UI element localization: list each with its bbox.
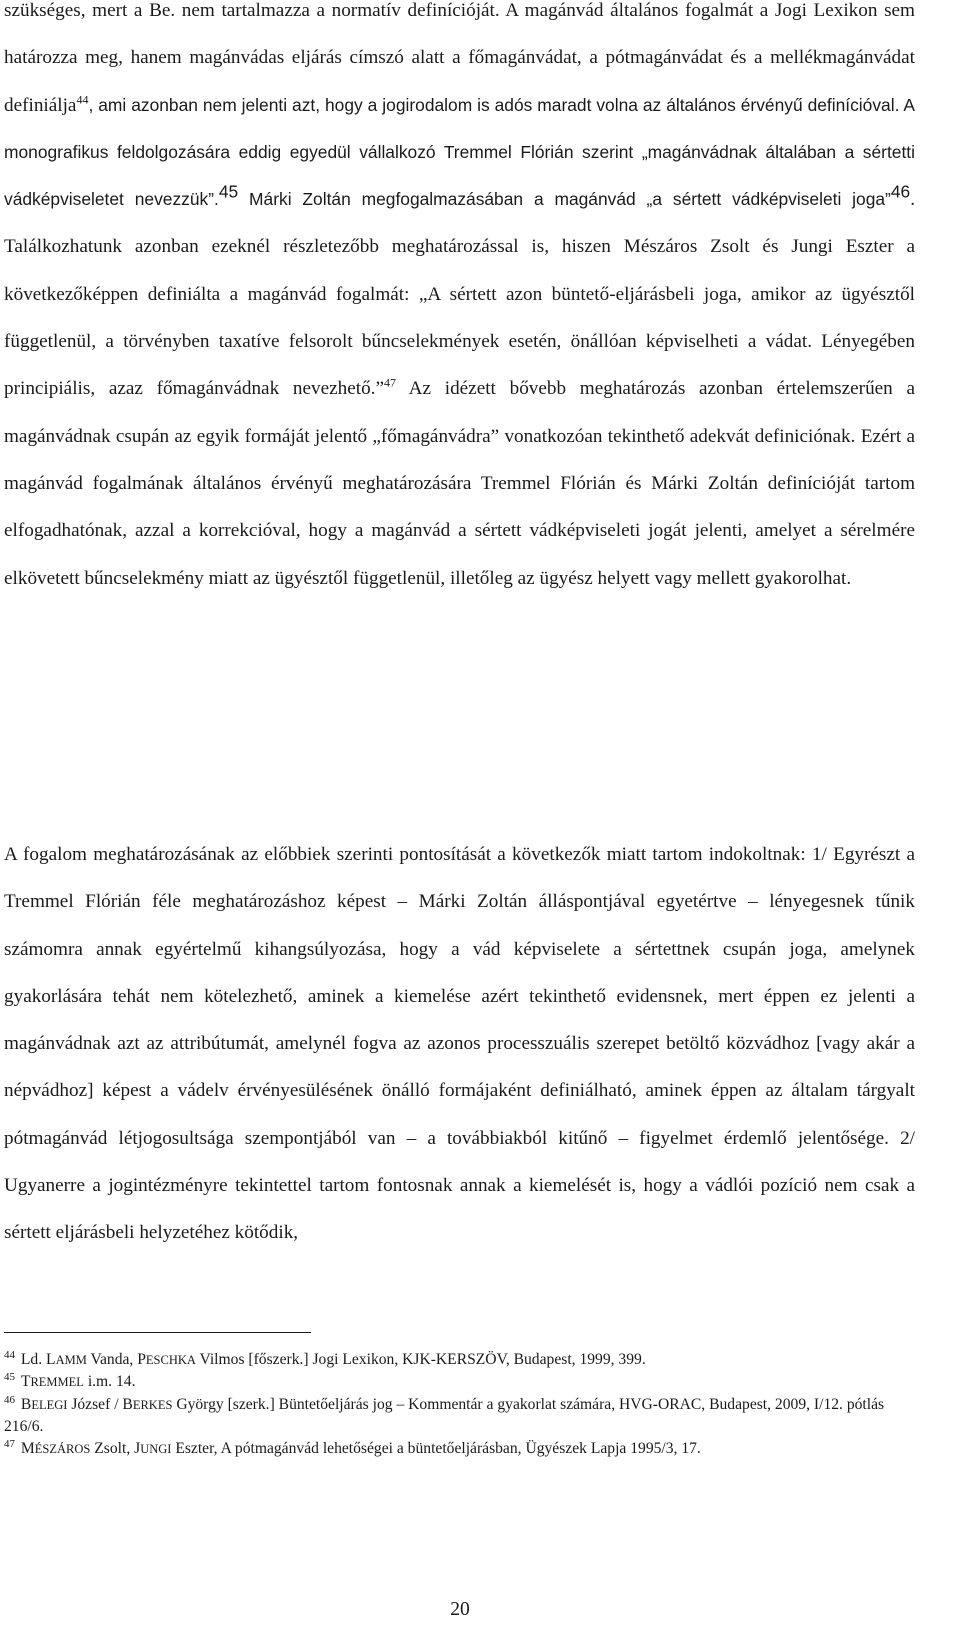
footnote-text: BELEGI József / BERKES György [szerk.] Büntetőeljárás jog – Kommentár a gyakorlat számára, HVG-ORAC, Budapest, 2009, I/12. pótlás 216/6. xyxy=(4,1395,885,1435)
footnote-45 xyxy=(4,1371,915,1393)
paragraph-1-text-a: szükséges, mert a Be. nem tartalmazza a normatív definícióját. A magánvád általános fogalmát a Jogi Lexikon sem határozza meg, hanem magánvádas eljárás címszó alatt a főmagánvádat, a pótmagánvádat és a mellékmagánvádat definiálja xyxy=(4,0,915,116)
page-number: 20 xyxy=(450,1599,470,1620)
paragraph-1-text-c: Márki Zoltán megfogalmazásában a magánvád „a sértett vádképviseleti joga” xyxy=(238,189,891,210)
footnote-number: 45 xyxy=(4,1371,15,1384)
paragraph-1-text-d: . Találkozhatunk azonban ezeknél részletezőbb meghatározással is, hiszen Mészáros Zsolt és Jungi Eszter a következőképpen definiálta a magánvád fogalmát: „A sértett azon büntető-eljárásbeli joga, amikor az ügyésztől függetlenül, a törvényben taxatíve felsorolt bűncselekmények esetén, önállóan képviselheti a vádat. Lényegében principiális, azaz főmagánvádnak nevezhető.” xyxy=(4,189,915,400)
footnote-number: 46 xyxy=(4,1393,15,1406)
footnote-number: 47 xyxy=(4,1438,15,1450)
footnote-47 xyxy=(4,1438,915,1460)
footnote-text: TREMMEL i.m. 14. xyxy=(20,1373,136,1391)
body-paragraph-1 xyxy=(4,0,915,602)
footnote-ref-45[interactable]: 45 xyxy=(218,181,239,202)
footnotes xyxy=(4,1349,915,1460)
footnote-ref-44[interactable]: 44 xyxy=(76,92,89,107)
footnote-ref-47[interactable]: 47 xyxy=(383,375,396,390)
footnote-46 xyxy=(4,1394,915,1439)
paragraph-1-text-b: , ami azonban nem jelenti azt, hogy a jogirodalom is adós maradt volna az általános érvényű definícióval. A monografikus feldolgozására eddig egyedül vállalkozó Tremmel Flórián szerint „magánvádnak általában a sértetti vádképviseletet nevezzük”. xyxy=(4,94,915,210)
footnote-separator xyxy=(4,1332,311,1333)
footnote-44 xyxy=(4,1349,915,1371)
footnote-text: MÉSZÁROS Zsolt, JUNGI Eszter, A pótmagánvád lehetőségei a büntetőeljárásban, Ügyészek Lapja 1995/3, 17. xyxy=(20,1440,701,1458)
body-paragraph-2: A fogalom meghatározásának az előbbiek szerinti pontosítását a következők miatt tartom indokoltnak: 1/ Egyrészt a Tremmel Flórián féle meghatározáshoz képest – Márki Zoltán álláspontjával egyetértve – lényegesnek tűnik számomra annak egyértelmű kihangsúlyozása, hogy a vád képviselete a sértettnek csupán joga, amelynek gyakorlására tehát nem kötelezhető, aminek a kiemelése azért tekinthető evidensnek, mert éppen ez jelenti a magánvádnak azt az attribútumát, amelynél fogva az azonos processzuális szerepet betöltő közvádhoz [vagy akár a népvádhoz] képest a vádelv érvényesülésének önálló formájaként definiálható, aminek éppen az általam tárgyalt pótmagánvád létjogosultsága szempontjából van – a továbbiakból kitűnő – figyelmet érdemlő jelentősége. 2/ Ugyanerre a jogintézményre tekintettel tartom fontosnak annak a kiemelését is, hogy a vádlói pozíció nem csak a sértett eljárásbeli helyzetéhez kötődik, xyxy=(4,844,915,1244)
paragraph-1-text-e: Az idézett bővebb meghatározás azonban értelemszerűen a magánvádnak csupán az egyik formáját jelentő „főmagánvádra” vonatkozóan tekinthető adekvát definiciónak. Ezért a magánvád fogalmának általános érvényű meghatározására Tremmel Flórián és Márki Zoltán definícióját tartom elfogadhatónak, azzal a korrekcióval, hogy a magánvád a sértett vádképviseleti jogát jelenti, amelyet a sérelmére elkövetett bűncselekmény miatt az ügyésztől függetlenül, illetőleg az ügyész helyett vagy mellett gyakorolhat. xyxy=(4,378,916,589)
footnote-number: 44 xyxy=(4,1348,15,1361)
footnote-ref-46[interactable]: 46 xyxy=(890,181,911,202)
footnote-text: Ld. LAMM Vanda, PESCHKA Vilmos [főszerk.] Jogi Lexikon, KJK-KERSZÖV, Budapest, 1999, 399. xyxy=(20,1351,646,1368)
